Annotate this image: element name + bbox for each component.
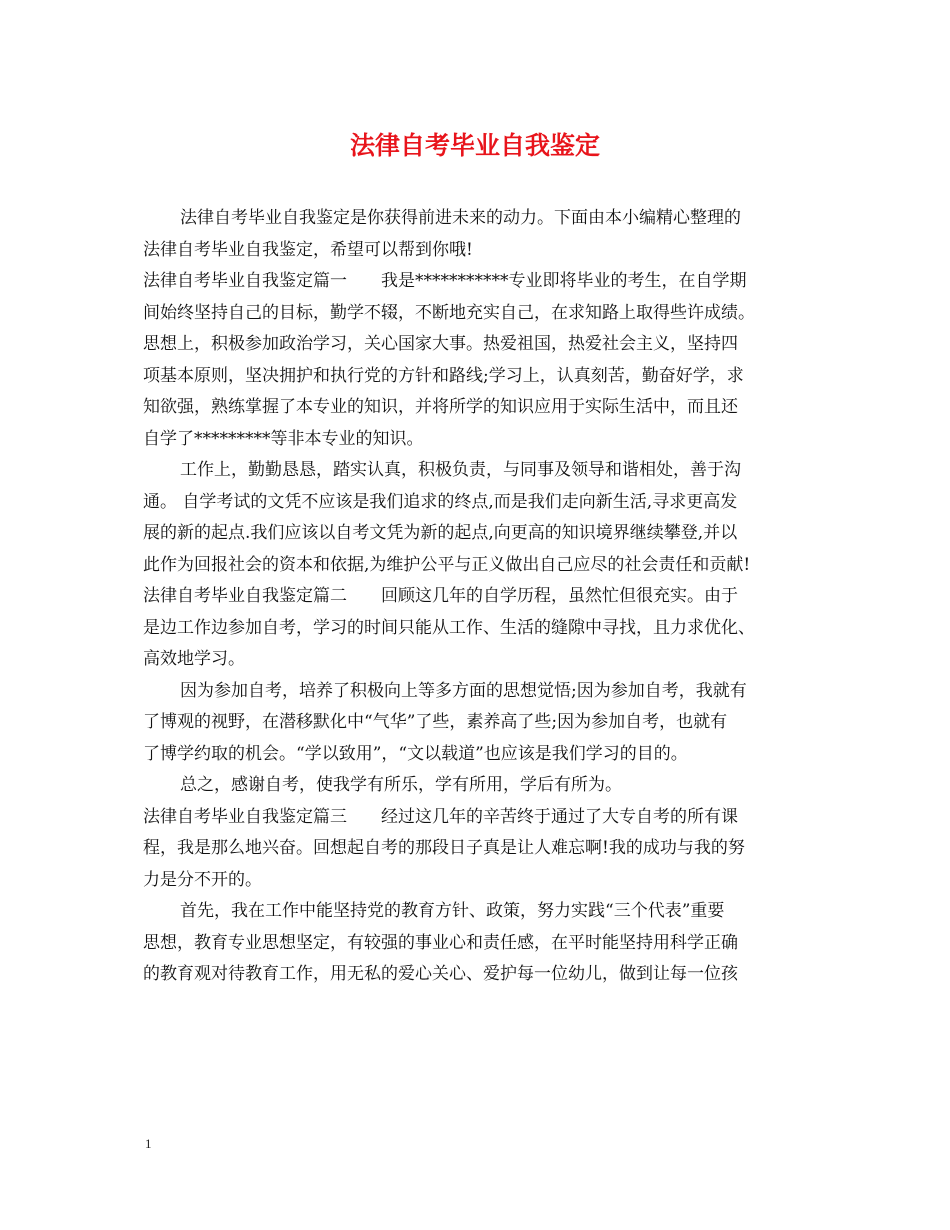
text-line: 法律自考毕业自我鉴定篇二 回顾这几年的自学历程，虽然忙但很充实。由于 <box>143 586 738 606</box>
text-line: 了博学约取的机会。“学以致用”，“文以载道”也应该是我们学习的目的。 <box>143 743 688 764</box>
text-line: 通。 自学考试的文凭不应该是我们追求的终点,而是我们走向新生活,寻求更高发 <box>143 491 738 512</box>
text-line: 知欲强，熟练掌握了本专业的知识，并将所学的知识应用于实际生活中，而且还 <box>143 397 738 417</box>
text-line: 程，我是那么地兴奋。回想起自考的那段日子真是让人难忘啊!我的成功与我的努 <box>143 838 745 858</box>
text-line: 了博观的视野，在潜移默化中“气华”了些，素养高了些;因为参加自考，也就有 <box>143 712 728 732</box>
text-line: 力是分不开的。 <box>143 869 262 890</box>
text-line: 是边工作边参加自考，学习的时间只能从工作、生活的缝隙中寻找，且力求优化、 <box>143 617 755 638</box>
text-line: 思想上，积极参加政治学习，关心国家大事。热爱祖国，热爱社会主义，坚持四 <box>143 334 738 354</box>
text-line: 法律自考毕业自我鉴定篇一 我是***********专业即将毕业的考生，在自学期 <box>143 271 747 291</box>
text-line: 自学了*********等非本专业的知识。 <box>143 428 424 449</box>
text-line: 展的新的起点.我们应该以自考文凭为新的起点,向更高的知识境界继续攀登,并以 <box>143 523 738 543</box>
document-title: 法律自考毕业自我鉴定 <box>349 131 600 160</box>
text-line: 法律自考毕业自我鉴定是你获得前进未来的动力。下面由本小编精心整理的 <box>180 208 741 228</box>
text-line: 间始终坚持自己的目标，勤学不辍，不断地充实自己，在求知路上取得些许成绩。 <box>143 302 755 323</box>
text-line: 项基本原则，坚决拥护和执行党的方针和路线;学习上，认真刻苦，勤奋好学，求 <box>143 365 744 386</box>
text-line: 因为参加自考，培养了积极向上等多方面的思想觉悟;因为参加自考，我就有 <box>180 680 747 701</box>
text-line: 此作为回报社会的资本和依据,为维护公平与正义做出自己应尽的社会责任和贡献! <box>143 554 751 575</box>
text-line: 总之，感谢自考，使我学有所乐，学有所用，学后有所为。 <box>180 775 622 795</box>
text-line: 高效地学习。 <box>143 649 245 669</box>
text-line: 思想，教育专业思想坚定，有较强的事业心和责任感，在平时能坚持用科学正确 <box>143 932 738 953</box>
text-line: 的教育观对待教育工作，用无私的爱心关心、爱护每一位幼儿，做到让每一位孩 <box>143 964 738 984</box>
text-line: 法律自考毕业自我鉴定，希望可以帮到你哦! <box>143 239 473 260</box>
text-line: 法律自考毕业自我鉴定篇三 经过这几年的辛苦终于通过了大专自考的所有课 <box>143 806 738 827</box>
text-line: 工作上，勤勤恳恳，踏实认真，积极负责，与同事及领导和谐相处，善于沟 <box>180 460 741 480</box>
page-number: 1 <box>145 1136 152 1151</box>
text-line: 首先，我在工作中能坚持党的教育方针、政策，努力实践“三个代表”重要 <box>180 901 725 921</box>
document-body <box>143 203 813 991</box>
